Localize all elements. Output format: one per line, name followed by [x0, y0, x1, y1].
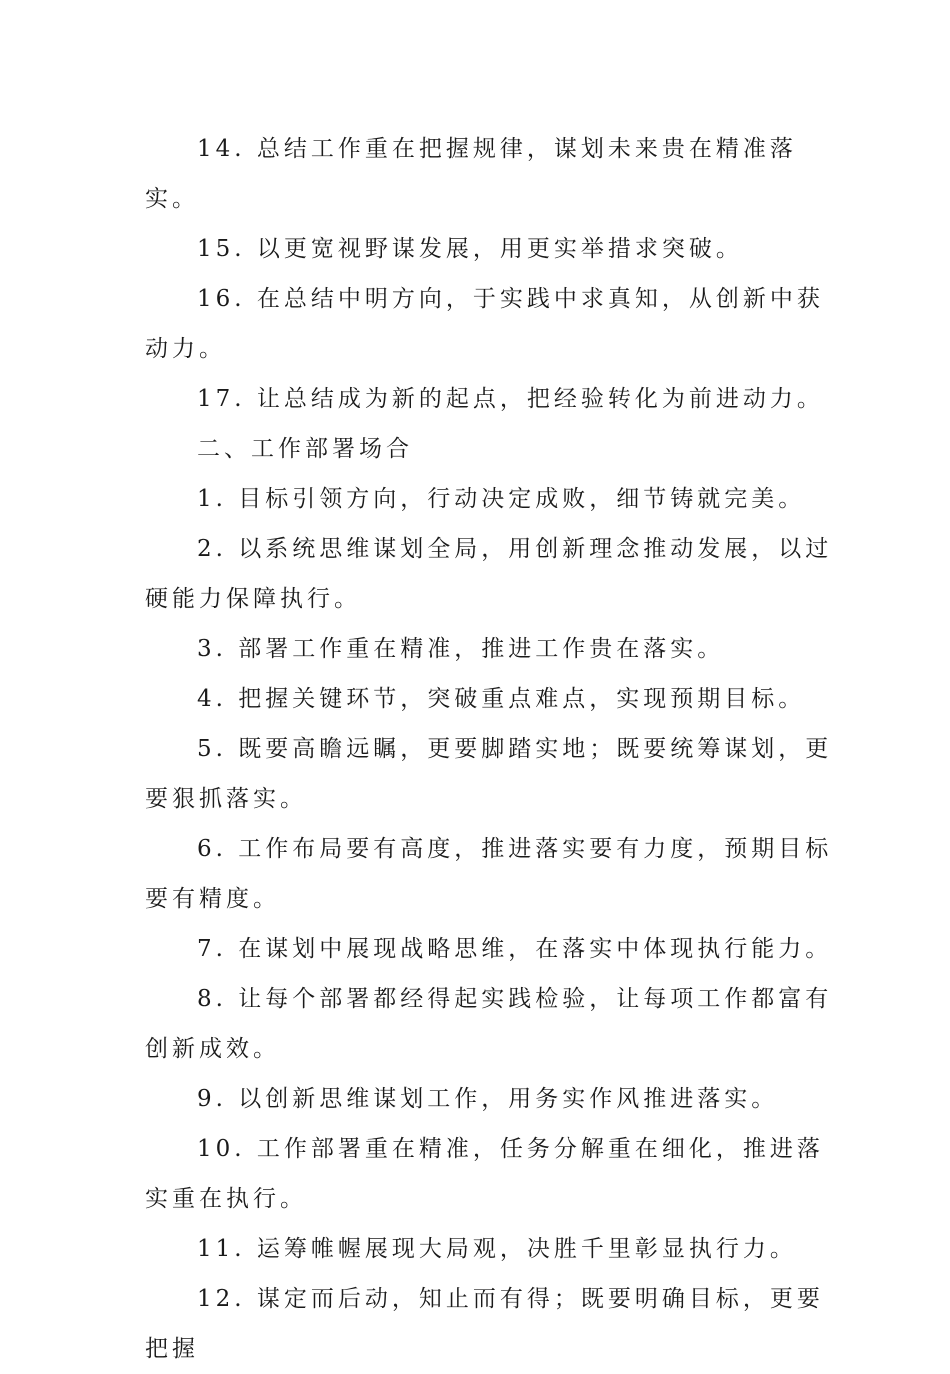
document-body: [145, 124, 835, 1374]
paragraph-deploy-5: 5. 既要高瞻远瞩，更要脚踏实地；既要统筹谋划，更要狠抓落实。: [145, 736, 833, 812]
paragraph-summary-14: 14. 总结工作重在把握规律，谋划未来贵在精准落实。: [145, 136, 797, 212]
paragraph-deploy-1: 1. 目标引领方向，行动决定成败，细节铸就完美。: [197, 486, 806, 512]
paragraph-summary-15: 15. 以更宽视野谋发展，用更实举措求突破。: [197, 236, 743, 262]
paragraph-deploy-11: 11. 运筹帷幄展现大局观，决胜千里彰显执行力。: [197, 1236, 797, 1262]
section-heading-work-deployment: 二、工作部署场合: [197, 436, 413, 462]
paragraph-deploy-12: 12. 谋定而后动，知止而有得；既要明确目标，更要把握: [145, 1286, 824, 1362]
paragraph-deploy-7: 7. 在谋划中展现战略思维，在落实中体现执行能力。: [197, 936, 833, 962]
paragraph-deploy-4: 4. 把握关键环节，突破重点难点，实现预期目标。: [197, 686, 806, 712]
paragraph-deploy-10: 10. 工作部署重在精准，任务分解重在细化，推进落实重在执行。: [145, 1136, 824, 1212]
paragraph-deploy-8: 8. 让每个部署都经得起实践检验，让每项工作都富有创新成效。: [145, 986, 833, 1062]
paragraph-deploy-3: 3. 部署工作重在精准，推进工作贵在落实。: [197, 636, 725, 662]
paragraph-summary-17: 17. 让总结成为新的起点，把经验转化为前进动力。: [197, 386, 824, 412]
paragraph-deploy-9: 9. 以创新思维谋划工作，用务实作风推进落实。: [197, 1086, 779, 1112]
paragraph-deploy-6: 6. 工作布局要有高度，推进落实要有力度，预期目标要有精度。: [145, 836, 833, 912]
paragraph-deploy-2: 2. 以系统思维谋划全局，用创新理念推动发展，以过硬能力保障执行。: [145, 536, 833, 612]
paragraph-summary-16: 16. 在总结中明方向，于实践中求真知，从创新中获动力。: [145, 286, 824, 362]
